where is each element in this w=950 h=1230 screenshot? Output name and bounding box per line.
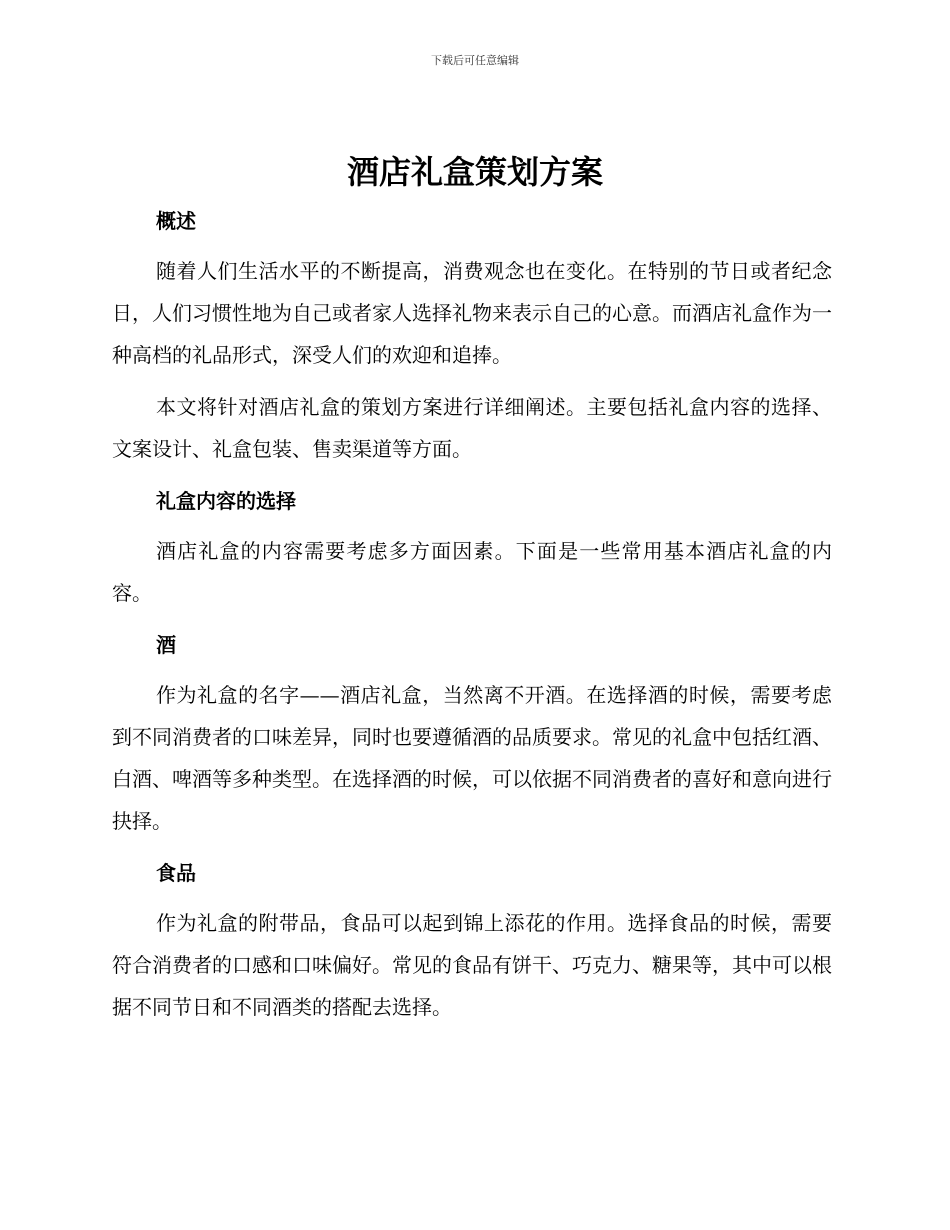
section-heading-wine: 酒 (156, 633, 176, 657)
paragraph-content-choice-1: 酒店礼盒的内容需要考虑多方面因素。下面是一些常用基本酒店礼盒的内容。 (112, 539, 832, 605)
document-title: 酒店礼盒策划方案 (346, 153, 603, 191)
section-heading-overview: 概述 (156, 209, 196, 233)
document-body (112, 200, 832, 1038)
section-heading-content-choice: 礼盒内容的选择 (156, 489, 296, 513)
paragraph-overview-1: 随着人们生活水平的不断提高，消费观念也在变化。在特别的节日或者纪念日，人们习惯性地为自己或者家人选择礼物来表示自己的心意。而酒店礼盒作为一种高档的礼品形式，深受人们的欢迎和追捧。 (112, 259, 832, 367)
section-heading-food: 食品 (156, 861, 196, 885)
paragraph-wine-1: 作为礼盒的名字——酒店礼盒，当然离不开酒。在选择酒的时候，需要考虑到不同消费者的口味差异，同时也要遵循酒的品质要求。常见的礼盒中包括红酒、白酒、啤酒等多种类型。在选择酒的时候，可以依据不同消费者的喜好和意向进行抉择。 (112, 683, 832, 833)
paragraph-overview-2: 本文将针对酒店礼盒的策划方案进行详细阐述。主要包括礼盒内容的选择、文案设计、礼盒包装、售卖渠道等方面。 (112, 395, 832, 461)
paragraph-food-1: 作为礼盒的附带品，食品可以起到锦上添花的作用。选择食品的时候，需要符合消费者的口感和口味偏好。常见的食品有饼干、巧克力、糖果等，其中可以根据不同节日和不同酒类的搭配去选择。 (112, 911, 832, 1019)
page-header-note: 下载后可任意编辑 (431, 54, 519, 67)
